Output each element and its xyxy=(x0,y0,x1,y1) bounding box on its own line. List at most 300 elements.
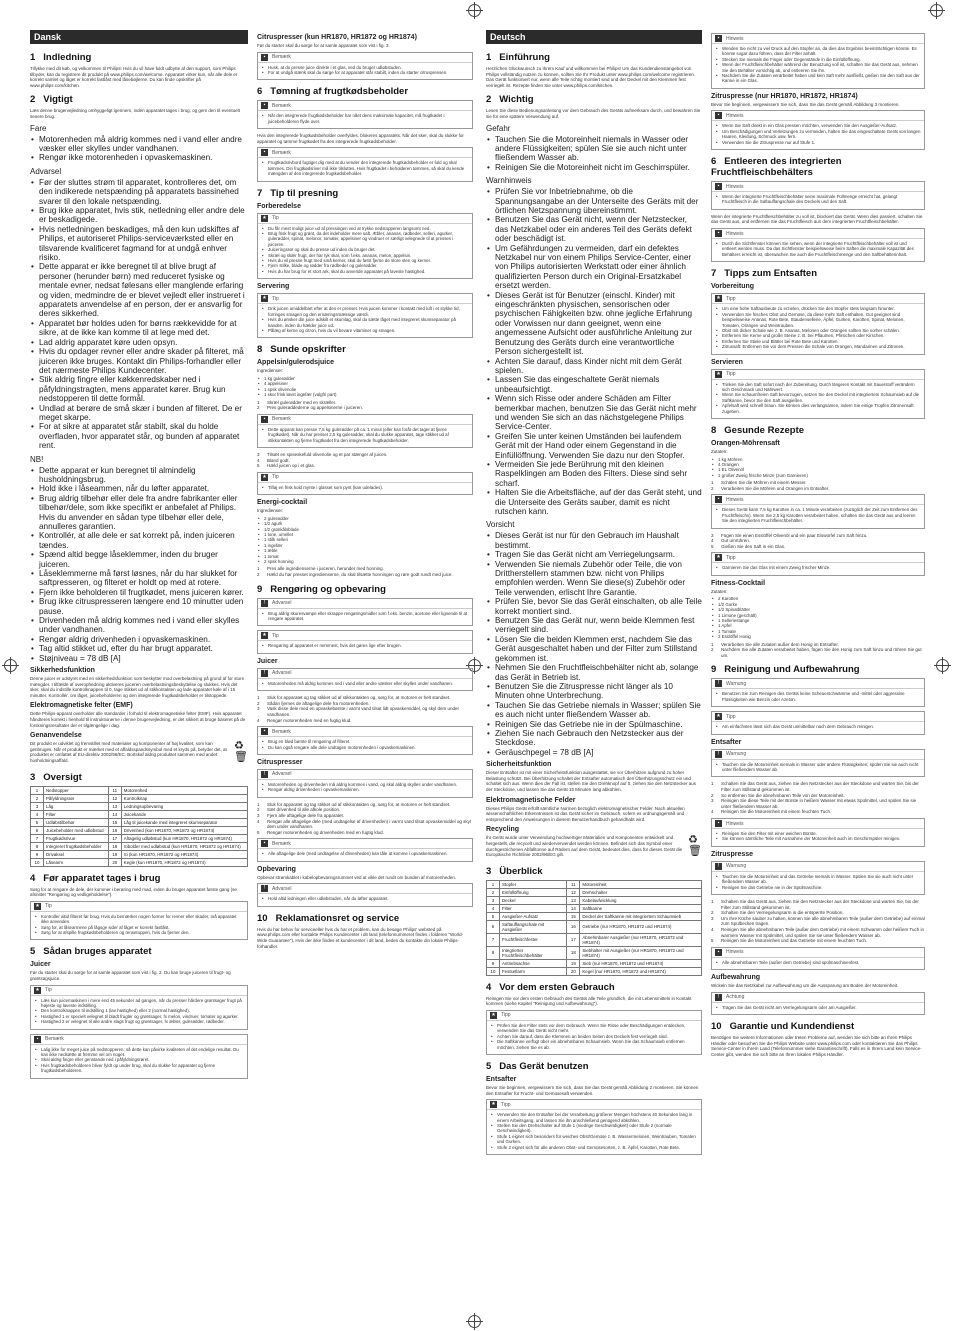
section-heading: 2 Vigtigt xyxy=(30,94,73,106)
step-number: 5 xyxy=(257,463,260,469)
table-row xyxy=(31,818,248,826)
recycling-heading: Genanvendelse xyxy=(30,732,82,740)
step-item xyxy=(711,809,925,815)
list-item: • Skal aldrig fingre eller genstande ned i påfyldningsrøret. xyxy=(41,1057,244,1062)
tip-box: ★ Tip • Tilføj en frisk kold mynte i glasset som pynt (kan udelades). xyxy=(257,472,473,495)
part-name: Låsearm xyxy=(44,858,109,866)
list-item: • 1 stilk selleri xyxy=(264,537,473,542)
caution-box: ! Achtung • Tragen Sie das Gerät nicht am Verriegelungsarm oder am Ausgießer. xyxy=(711,992,925,1015)
list-item: • Kontroller altid filteret før brug. Hvis du bemærker nogen former for revner eller skader, må apparatet ikke anvendes. xyxy=(41,914,244,925)
part-number: 10 xyxy=(31,858,44,866)
tip-box: ★ Tipp • Trinken Sie den Saft sofort nach der Zubereitung. Durch längeren Kontakt mit Sauerstoff verändern sich Geschmack und Nährwert. • Wenn Sie schaumfreien Saft bevorzugen, setzen Sie den Deckel mit integriertem Schaumsieb auf die Saftkanne, bevor Sie den Saft ausgießen. • Apfelsaft wird schnell braun. Sie können dies verlangsamen, indem Sie einige Tropfen Zitronensaft zugeben. xyxy=(711,369,925,419)
list-item: • Tragen Sie das Gerät nicht am Verriegelungsarm oder am Ausgießer. xyxy=(722,1005,921,1010)
part-name: Kegel (nur HR1870, HR1872 und HR1874) xyxy=(580,967,702,975)
part-number: 3 xyxy=(487,896,500,904)
step-text: Rengør motorenheden med en fugtig klud. xyxy=(267,717,352,723)
part-number: 5 xyxy=(31,818,44,826)
list-item: • Brug frisk frugt og grønt, da det indeholder mere saft. Æbler, ananas, rødbeder, selleri, agurker, gulerødder, spinat, melonor, tomater, appelsiner og vindruer er særligt velegnede til at presses i juiceren. xyxy=(268,231,469,247)
part-number: 8 xyxy=(487,946,500,959)
list-item: • Benutzen Sie zum Reinigen des Geräts keine Scheuerschwämme und -mittel oder aggressive Flüssigkeiten wie Benzin oder Azeton. xyxy=(722,691,921,702)
bin-crossed-icon: 🗑 xyxy=(234,751,248,764)
storage-text: Opbevar strømkablet i kabelopbevaringsrummet ved at vikle det rundt om bunden af motorenheden. xyxy=(257,874,457,880)
list-item: • Wenn sich Risse oder andere Schäden am Filter bemerkbar machen, benutzen Sie das Gerät nicht mehr und wenden Sie sich an das nächstgelegene Philips Service-Center. xyxy=(495,394,702,432)
list-item: • Stufe 2 eignet sich für alle anderen Obst- und Gemüsesorten, z. B. Äpfel, Karotten, Rote Bete. xyxy=(497,1145,698,1150)
note-box: ▪ Bemærk • Lalig ikke for meget juice på nedstopperen; så dette kan påvirke kvaliteten af det endelige resultat. Du kan ikke nedsætte at fremme vel om noget. • Skal aldrig fingre eller genstande ned i påfyldningsrøret. • Hvis frugtkødsbeholderen bliver fyldt op under brug, skal du slukke for apparatet og fjerne frugtkødsbeholderen. xyxy=(30,1034,248,1079)
step-number: 4 xyxy=(711,538,714,544)
section-heading: 3 Oversigt xyxy=(30,771,82,783)
warning-heading: Warnhinweis xyxy=(486,176,532,186)
list-item: • 1 kg gulerødder xyxy=(264,376,473,381)
part-name: Siebhalter mit Ausgießer (nur HR1870, HR1872 und HR1874) xyxy=(580,946,702,959)
list-item: • Verwenden Sie die Zitruspresse nur auf Stufe 1. xyxy=(722,140,921,145)
part-number: 9 xyxy=(31,850,44,858)
list-item: • Hvis frugtkødsbeholderen bliver fyldt op under brug, skal du slukke for apparatet og fjerne frugtkødsbeholderen. xyxy=(41,1063,244,1074)
part-number: 11 xyxy=(567,880,580,888)
table-row xyxy=(487,896,702,904)
step-list xyxy=(711,781,925,815)
storage-text: Wickeln Sie das Netzkabel zur Aufbewahrung um die Aussparung am Boden der Motoreinheit. xyxy=(711,983,899,989)
part-number: 6 xyxy=(487,920,500,933)
list-item: • Benutzen Sie das Gerät nur, wenn beide Klemmen fest verriegelt sind. xyxy=(495,616,702,635)
warning-box: ! Advarsel • Hold altid ledningen eller udløbstuden, når du løfter apparatet. xyxy=(257,883,473,906)
star-icon: ★ xyxy=(262,214,267,221)
note-icon: ▪ xyxy=(715,230,722,237)
recipe-title: Fitness-Cocktail xyxy=(711,579,766,587)
step-list xyxy=(257,452,473,469)
step-text: Schälen Sie die Möhren mit einem Messer. xyxy=(721,480,807,486)
list-item: • Entfernen Sie Stiele und Blätter bei Rote Bete und Karotten. xyxy=(722,339,921,344)
service-text: Benötigen Sie weitere Informationen oder treten Probleme auf, wenden Sie sich bitte an Ihren Philips Händler oder besuchen Sie die Philips Website unter www.philips.com oder kontaktieren Sie das Philips Service-Center in Ihrem Land (Telefonnummer siehe Garantieschrift). Falls es in Ihrem Land kein Service-Center gibt, wenden Sie sich bitte an Ihren lokalen Philips Händler. xyxy=(711,1035,922,1057)
part-name: Motoreinheit xyxy=(580,880,702,888)
intro-text: Herzlichen Glückwunsch zu Ihrem Kauf und willkommen bei Philips! Um das Kundendienstangebot von Philips vollständig nutzen zu können, sollten Sie Ihr Produkt unter www.philips.com/welcome registrieren. Das Gerät funktioniert nur, wenn alle Teile richtig montiert sind und der Deckel mit den Klemmen fest verriegelt ist. Rezepte finden Sie unter www.philips.com/kitchen. xyxy=(486,66,696,88)
section-heading: 10 Reklamationsret og service xyxy=(257,912,400,924)
section-heading: 7 Tip til presning xyxy=(257,187,339,199)
part-name: Deckel der Saftkanne mit integriertem Schaumsieb xyxy=(580,912,702,920)
ingredient-list xyxy=(257,376,473,398)
note-icon: ▪ xyxy=(715,496,722,503)
step-text: Reinigen Sie alle abnehmbaren Teile (außer dem Getriebe) mit einem Schwamm oder heißem Tuch in warmem Wasser mit Spülmittel, und spülen Sie sie unter fließendem Wasser ab. xyxy=(721,927,925,938)
step-list xyxy=(711,642,925,659)
step-text: Verarbeiten Sie alle Zutaten außer dem Honig im Entsafter. xyxy=(721,641,839,647)
part-name: Kontrolknap xyxy=(121,794,247,802)
part-number: 6 xyxy=(31,826,44,834)
step-text: Pres gulerøddederne og appelsinerne i juiceren. xyxy=(267,405,364,411)
note-box: ▪ Bemærk • Brug en blød børste til rengøring af filteret. • Du kan også rengøre alle dele undtagen motorenheden i opvaskemaskinen. xyxy=(257,726,473,755)
list-item: • Um eine hohe Saftausbeute zu erzielen, drücken Sie den Stopfer stets langsam hinunter. xyxy=(722,306,921,311)
part-name: Filter xyxy=(44,810,109,818)
column-deutsch-2 xyxy=(711,30,925,1313)
citrus-heading: Zitruspresse (nur HR1870, HR1872, HR1874) xyxy=(711,92,858,100)
warning-heading: Advarsel xyxy=(30,166,62,176)
recycling-text: Dit produkt er udviklet og fremstillet med materialer og komponenter af høj kvalitet, som kan genbruges. Når et produkt er mærket med et affaldsspandssymbol med et kryds på, betyder det, at produktet er omfattet af EU-direktiv 2002/96/EC. Bortskaf aldrig produktet sammen med andet husholdningsaffald. xyxy=(30,741,227,764)
warning-box: ! Advarsel • Motorenheden må aldrig kommes ned i vand eller andre væsker eller skylles under vandhanen. xyxy=(257,668,473,691)
citrus-text: Før du starter skal du sørge for at samle apparatet som vist i fig. 3. xyxy=(257,43,390,48)
list-item: • Alle abnehmbaren Teile (außer dem Getriebe) sind spülmaschinenfest. xyxy=(722,960,921,965)
part-name: Aftagelig udløbstud (kun HR1870, HR1872 og HR1874) xyxy=(121,834,247,842)
list-item: • Når den integrerede frugtkødsbeholder har nået dens maksimale kapacitet, må frugtkødet i juicebeholderen flyde over. xyxy=(268,113,469,124)
juicer-heading: Entsafter xyxy=(486,1075,517,1083)
step-number: 2 xyxy=(711,792,714,798)
list-item: • Husk, at du presse juice direkte i et glas, ved du bruger udløbstuden. xyxy=(268,65,469,70)
list-item: • Durch die Sichtfenster können Sie sehen, wenn der integrierte Fruchtfleischbehälter voll ist und entleert werden muss. Da das Sichtfenster beispielsweise beim Saften die maximale Kapazität des Behälters erreicht ist, überwachen Sie auch die Fruchtfleischmenge und den Saftbehälterinhalt. xyxy=(722,241,921,257)
part-number: 10 xyxy=(487,967,500,975)
section-heading: 8 Sunde opskrifter xyxy=(257,344,346,356)
tip-list xyxy=(34,998,244,1025)
list-item: • Verwenden Sie niemals Zubehör oder Teile, die von Drittherstellern stammen bzw. nicht von Philips empfohlen werden. Wenn Sie diese(s) Zubehör oder Teile verwenden, erlischt Ihre Garantie. xyxy=(495,560,702,598)
step-number: 5 xyxy=(711,543,714,549)
intro-text: Tillykke med dit køb, og velkommen til Philips! Hvis du vil have fuldt udbytte af den support, som Philips tilbyder, kan du registrere dit produkt på www.philips.com/welcome. Apparatet virker kun, når alle dele er korrekt samlet og låget er korrekt fastlåst med låsebøjlerne. Du kan finde opskrifter på www.philips.com/kitchen. xyxy=(30,66,238,88)
part-number: 7 xyxy=(31,834,44,842)
part-number: 1 xyxy=(487,880,500,888)
step-list xyxy=(711,899,925,944)
list-item: • Drik juicen umiddelbart efter at den er presset. Hvis juicen kommer i kontakt med luft i et stykke tid, forringes smagen og den ernæringsmæssige værdi. xyxy=(268,306,469,317)
part-name: Låg xyxy=(44,802,109,810)
registration-mark-top xyxy=(468,4,481,17)
step-number: 3 xyxy=(257,706,260,712)
step-list xyxy=(711,480,925,491)
step-text: Fjern alle aftagelige dele fra apparatet. xyxy=(267,812,345,818)
list-item: • Dieses Gerät kann 7,5 kg Karotten in ca. 1 Minute verarbeiten (zuzüglich der Zeit zum Entfernen des Fruchtfleischs). Wenn Sie 2,5 kg Karotten verarbeitet haben, schalten Sie das Gerät aus und leeren Sie den integrierten Fruchtfleischbehälter. xyxy=(722,507,921,523)
list-item: • Fjern ikke beholderen til frugtkødet, mens juiceren kører. xyxy=(39,588,248,597)
list-item: • Tauchen Sie die Motoreinheit niemals in Wasser oder andere Flüssigkeiten; spülen Sie sie auch nicht unter fließendem Wasser ab. xyxy=(495,135,702,163)
part-number: 4 xyxy=(487,904,500,912)
step-number: 4 xyxy=(711,927,714,932)
tip-box: ★ Tipp • Um eine hohe Saftausbeute zu erzielen, drücken Sie den Stopfer stets langsam hinunter. • Verwenden Sie frisches Obst und Gemüse, da diese mehr Saft enthalten. Gut geeignet sind beispielsweise Ananas, Rote Bete, Staudensellerie, Äpfel, Gurken, Karotten, Spinat, Melonen, Tomaten, Orangen und Weintrauben. • Obst mit dicker Schale wie z. B. Ananas, Melonen oder Orangen sollten Sie vorher schälen. • Entfernen Sie Kerne und große Steine z. B. bei Pflaumen, Pfirsichen oder Kirschen. • Entfernen Sie Stiele und Blätter bei Rote Bete und Karotten. • Zitrussaft: Entfernen Sie vor dem Pressen die Schale von Orangen, Mandarinen und Zitronen. xyxy=(711,293,925,354)
list-item: • Dieses Gerät ist nur für den Gebrauch im Haushalt bestimmt. xyxy=(495,531,702,550)
serving-heading: Servering xyxy=(257,283,290,291)
step-text: Reinigen Sie die Motoreinheit mit einem feuchten Tuch. xyxy=(721,809,832,815)
tip-box: ★ Tip • Rengøring af apparatet er nemmest, hvis det gøres lige efter brugen. xyxy=(257,630,473,653)
list-item: • Sie können sämtliche Teile mit Ausnahme der Motoreinheit auch im Geschirrspüler reinigen. xyxy=(722,836,921,841)
step-number: 3 xyxy=(257,812,260,818)
tip-box: ★ Tip • Kontroller altid filteret før brug. Hvis du bemærker nogen former for revner eller skader, må apparatet ikke anvendes. • Sørg for, at låsearmene på lågsge sider af låget er korrekt fastlåst. • Sørg for at afspille frugtkødsbeholderen og rensetoppen, hvis du fjerner den. xyxy=(30,901,248,941)
step-number: 1 xyxy=(711,480,714,486)
list-item: • Wenn der Fruchtfleischbehälter während der Benutzung voll ist, schalten Sie das Gerät aus, nehmen Sie den Behälter vorsichtig ab, und entleeren Sie ihn. xyxy=(722,62,921,73)
list-item: • Hvis du opdager revner eller andre skader på filteret, må juiceren ikke bruges. Kontakt din Philips-forhandler eller det nærmeste Philips Kundecenter. xyxy=(39,347,248,375)
recycling-heading: Recycling xyxy=(486,826,520,834)
step-number: 2 xyxy=(257,807,260,813)
part-number: 20 xyxy=(108,858,121,866)
part-name: Drivenhed (kun HR1870, HR1872 og HR1874) xyxy=(121,826,247,834)
recycling-block xyxy=(30,741,248,765)
step-text: Hæld juicen op i et glas. xyxy=(267,463,316,469)
step-number: 2 xyxy=(257,405,260,411)
star-icon: ★ xyxy=(262,632,267,639)
part-name: Filter xyxy=(500,904,567,912)
part-number: 5 xyxy=(487,912,500,920)
step-number: 4 xyxy=(257,717,260,723)
step-text: Skræl gulerødder med en skræller. xyxy=(267,399,337,405)
step-text: Nachdem Sie alle Zutaten verarbeitet haben, fügen Sie den Honig zum Saft hinzu und rühren Sie gut um. xyxy=(721,647,922,658)
tip-box: ★ Tipp • Verwenden Sie den Entsafter bei der Verarbeitung größerer Mengen höchstens 40 Sekunden lang in einem Arbeitsgang, und lassen Sie ihn anschließend genügend abkühlen. • Stellen Sie den Drehschalter auf Stufe 1 (niedrige Geschwindigkeit) oder Stufe 2 (normale Geschwindigkeit). • Stufe 1 eignet sich besonders für weiches Obst/Gemüse z. B. Wassermelonen, Weintrauben, Tomaten und Gurken. • Stufe 2 eignet sich für alle anderen Obst- und Gemüsesorten, z. B. Äpfel, Karotten, Rote Bete. xyxy=(486,1099,702,1155)
list-item: • Lassen Sie das eingeschaltete Gerät niemals unbeaufsichtigt. xyxy=(495,375,702,394)
list-item: • Benutzen Sie das Gerät nicht, wenn der Netzstecker, das Netzkabel oder ein anderes Teil des Geräts defekt oder beschädigt ist. xyxy=(495,215,702,243)
part-name: Drivaksel xyxy=(44,850,109,858)
table-row xyxy=(31,850,248,858)
step-item xyxy=(711,927,925,938)
part-name: Juicebeholder med udløbstud xyxy=(44,826,109,834)
emf-text: Dieses Philips Gerät erfüllt sämtliche Normen bezüglich elektromagnetischer Felder. Nach aktuellen wissenschaftlichen Erkenntnissen ist das Gerät sicher im Gebrauch, sofern es ordnungsgemäß und entsprechend den Anweisungen in diesem Benutzerhandbuch gehandhabt wird. xyxy=(486,805,685,822)
part-name: Kegle (kun HR1870, HR1872 og HR1874) xyxy=(121,858,247,866)
storage-heading: Aufbewahrung xyxy=(711,974,760,982)
juicer-text: Før du starter skal du sørge for at samle apparatet som vist i fig. 2. Du kan bruge juiceren til frugt- og grøntsagsjuice. xyxy=(30,970,231,982)
note-box: ▪ Hinweis • Durch die Sichtfenster können Sie sehen, wenn der integrierte Fruchtfleischbehälter voll ist und entleert werden muss. Da das Sichtfenster beispielsweise beim Saften die maximale Kapazität des Behälters erreicht ist, überwachen Sie auch die Fruchtfleischmenge und den Saftbehälterinhalt. xyxy=(711,228,925,262)
list-item: • Entfernen Sie Kerne und große Steine z. B. bei Pflaumen, Pfirsichen oder Kirschen. xyxy=(722,333,921,338)
list-item: • Læs kun juicemaskinen i mere end 45 sekunder ad gangen, når du presser hårdere grøntsager frugt på højeste og laveste indstilling. xyxy=(41,998,244,1009)
list-item: • Motorenheden må aldrig kommes ned i vand eller andre væsker eller skylles under vandhanen. xyxy=(39,135,248,154)
citrus-heading: Zitruspresse xyxy=(711,850,754,858)
section-heading: 7 Tipps zum Entsaften xyxy=(711,268,818,280)
list-item: • Hvis netledningen beskadiges, må den kun udskiftes af Philips, et autoriseret Philips-serviceværksted eller en tilsvarende kvalificeret fagmand for at undgå enhver risiko. xyxy=(39,225,248,263)
list-item: • Greifen Sie unter keinen Umständen bei laufendem Gerät mit der Hand oder einem Gegenstand in die Einfüllöffnung. Verwenden Sie dazu nur den Stopfer. xyxy=(495,432,702,460)
citrus-text: Bevor Sie beginnen, vergewissern Sie sich, dass Sie das Gerät gemäß Abbildung 3 montieren. xyxy=(711,101,900,107)
list-item: • Hold ikke i låseammen, når du løfter apparatet. xyxy=(39,484,248,493)
list-item: • Tilføj en frisk kold mynte i glasset som pynt (kan udelades). xyxy=(268,485,469,490)
part-number: 15 xyxy=(567,912,580,920)
list-item: • Brug en blød børste til rengøring af filteret. xyxy=(268,739,469,744)
list-item: • Hvis du vil presse frugt med små kerner, skal du først fjerne de store sten og kerner. xyxy=(268,258,469,263)
step-item xyxy=(257,572,473,578)
list-item: • Låseklemmerne må først løsnes, når du har slukket for saftpresseren, og filteret er holdt op med at rotere. xyxy=(39,569,248,588)
registration-mark-top-right xyxy=(930,4,943,17)
list-item: • 1 Limone (geschält) xyxy=(718,613,925,618)
note-box: ▪ Bemærk • Når den integrerede frugtkødsbeholder har nået dens maksimale kapacitet, må frugtkødet i juicebeholderen flyde over. xyxy=(257,100,473,129)
part-number: 15 xyxy=(108,818,121,826)
step-number: 1 xyxy=(257,566,260,572)
list-item: • Før der sluttes strøm til apparatet, kontrolleres det, om den indikerede netspænding på apparatets bassinehed svarer til den lokale netspænding. xyxy=(39,178,248,206)
list-item: • Die Saftkanne verfügt über ein abnehmbares Schaumsieb. Wenn Sie das Schaumsieb entfernen möchten, ziehen Sie es ab. xyxy=(497,1039,698,1050)
serving-heading: Servieren xyxy=(711,358,743,366)
list-item: • Frugtkødsrivbord fugtiger dig med at du vender den integrerede frugtkødsbeholder er fuld og skal tømmes. Din frugtkødsriver må ikke tilsluttes. Hvis frugtkødet i beholderen tømmes, så skal du kende mængden af den integrerede frugtkødsbeholder. xyxy=(268,160,469,176)
list-item: • 2 Karotten xyxy=(718,596,925,601)
tip-box: ★ Tipp • Garnieren Sie das Glas mit einem Zweig frischer Minze. xyxy=(711,552,925,575)
list-item: • 1 kg Möhren xyxy=(718,457,925,462)
star-icon: ★ xyxy=(716,295,721,302)
list-item: • Hvis du ønsker din juice adskilt et skumlag, skal du sætte låget med integreret skumseparator på kanden, inden du hælder juice ud. xyxy=(268,317,469,328)
part-name: Låg til juicekande med integreret skumseparator xyxy=(121,818,247,826)
list-item: • Stecken Sie niemals die Finger oder Gegenstände in die Einfüllöffnung. xyxy=(722,57,921,62)
language-header: Dansk xyxy=(30,30,248,44)
list-item: • Du kan også rengøre alle dele undtagen motorenheden i opvaskemaskinen. xyxy=(268,745,469,750)
list-item: • Stellen Sie den Drehschalter auf Stufe 1 (niedrige Geschwindigkeit) oder Stufe 2 (normale Geschwindigkeit). xyxy=(497,1123,698,1134)
note-box: ▪ Bemærk • Frugtkødsrivbord fugtiger dig med at du vender den integrerede frugtkødsbeholder er fuld og skal tømmes. Din frugtkødsriver må ikke tilsluttes. Hvis frugtkødet i beholderen tømmes, så skal du kende mængden af den integrerede frugtkødsbeholder. xyxy=(257,147,473,181)
list-item: • Prüfen Sie, bevor Sie das Gerät einschalten, ob alle Teile korrekt montiert sind. xyxy=(495,597,702,616)
column-dansk xyxy=(30,30,248,1313)
emf-heading: Elektromagnetiske felter (EMF) xyxy=(30,702,133,710)
recipe-title: Appelsin/gulerodsjuice xyxy=(257,359,335,367)
list-item: • Zitrussaft: Entfernen Sie vor dem Pressen die Schale von Orangen, Mandarinen und Zitronen. xyxy=(722,344,921,349)
ingredients-label: Zutaten: xyxy=(711,588,728,594)
note-box: ▪ Hinweis • Wenn der integrierte Fruchtfleischbehälter seine maximale Füllmenge erreicht hat, gelangt Fruchtfleisch in die Saftauffangschale des Deckels und den Saft. xyxy=(711,181,925,210)
part-name: Abnehmbarer Ausgießer (nur HR1870, HR1872 und HR1874) xyxy=(580,933,702,946)
note-box: ▪ Hinweis • Alle abnehmbaren Teile (außer dem Getriebe) sind spülmaschinenfest. xyxy=(711,947,925,970)
safety-heading: Sikkerhedsfunktion xyxy=(30,667,95,675)
step-text: Tilsæt en spiseskefuld olivenolie og et par stænger af juicen. xyxy=(267,451,388,457)
list-item: • 1 skor frisk løvst ingefær (valgfri part) xyxy=(264,392,473,397)
warning-icon: ! xyxy=(715,751,722,758)
citrus-heading: Citruspresser (kun HR1870, HR1872 og HR1874) xyxy=(257,34,417,41)
list-item: • Wenn Sie schaumfreien Saft bevorzugen, setzen Sie den Deckel mit integriertem Schaumsieb auf die Saftkanne, bevor Sie den Saft ausgießen. xyxy=(722,392,921,403)
table-row xyxy=(487,888,702,896)
part-number: 3 xyxy=(31,802,44,810)
note-icon: ▪ xyxy=(261,728,268,735)
part-name: Saftkanne xyxy=(580,904,702,912)
part-name: Påfyldningsrør xyxy=(44,794,109,802)
step-item xyxy=(257,463,473,469)
list-item: • Wenn Sie Saft direkt in ein Glas pressen möchten, verwenden Sie den Ausgießer-Aufsatz. xyxy=(722,123,921,128)
pulp-text: Hvis den integrerede frugtkødsbeholder overfyldes, blokeres apparatets. Når det sker, skal du slukke for apparatet og tømme frugtkødet fra den integrerede frugtkødsbeholder. xyxy=(257,133,464,144)
note-icon: ▪ xyxy=(715,35,722,42)
list-item: • Alle aftagelige dele (med undtagelse af drivenheden) kan tåle at komme i opvaskemaskinen. xyxy=(268,851,469,856)
citrus-heading: Citruspresser xyxy=(257,758,303,766)
step-text: Um Ihre Küche sauber zu halten, können Sie alle abnehmbaren Teile (außer dem Getriebe) auf einmal zum Spülbecken tragen. xyxy=(721,915,925,927)
part-name: Frugtkødsrivue xyxy=(44,834,109,842)
list-item: • Pålæg af kerne og citron, hvis du vil bevare vitaminer og smagen. xyxy=(268,328,469,333)
part-name: Fruchtfleischfester xyxy=(500,933,567,946)
list-item: • 1/2 Gurke xyxy=(718,602,925,607)
list-item: • Rengør ikke motorenheden i opvaskemaskinen. xyxy=(39,153,248,162)
step-text: So entfernen Sie die abnehmbaren Teile von der Motoreinheit. xyxy=(721,792,845,798)
note-icon: ▪ xyxy=(261,149,268,156)
ingredients-label: Ingredienser: xyxy=(257,508,284,514)
part-name: Festsetlarm xyxy=(500,967,567,975)
warning-box: ! Advarsel • Brug aldrig skuresvampe eller skrappe rengøringsmidler som f.eks. benzin, acetone eller lignende til at rengøre apparatet. xyxy=(257,598,473,627)
recycle-icon: ♻ xyxy=(688,834,698,847)
step-text: Pres alle ingredienserne i juiceren, herunder med honning. xyxy=(267,566,384,572)
list-item: • Hvis du har brug for et stort ark, skal du anvende apparatet på laveste hastighed. xyxy=(268,269,469,274)
note-box: ▪ Hinweis • Reinigen Sie den Filter mit einer weichen Bürste. • Sie können sämtliche Teile mit Ausnahme der Motoreinheit auch im Geschirrspüler reinigen. xyxy=(711,818,925,847)
step-number: 3 xyxy=(711,798,714,804)
list-item: • Hold altid ledningen eller udløbstuden, når du løfter apparatet. xyxy=(268,896,469,901)
step-item xyxy=(257,405,473,411)
list-item: • 2 gulerødder xyxy=(264,516,473,521)
step-list xyxy=(711,533,925,550)
note-icon: ▪ xyxy=(715,820,722,827)
section-heading: 5 Das Gerät benutzen xyxy=(486,1060,589,1072)
note-box: ▪ Bemærk • Husk, at du presse juice direkte i et glas, ved du bruger udløbstuden. • For at undgå stænk skal du sørge for at apparatet står stabilt, inden du starter citruspressen. xyxy=(257,52,473,81)
step-text: Sådan fjernes de aftagelige dele fra motorenheden. xyxy=(267,700,370,706)
list-item: • Tauchen Sie die Motoreinheit niemals in Wasser oder andere Flüssigkeiten; spülen Sie sie auch nicht unter fließendem Wasser ab. xyxy=(722,762,921,773)
part-number: 12 xyxy=(108,794,121,802)
step-item xyxy=(711,899,925,910)
step-list xyxy=(257,802,473,836)
caution-heading: NB! xyxy=(30,454,44,464)
safety-text: Dieser Entsafter ist mit einer Sicherheitsfunktion ausgestattet, sie vor Überhitzen aufgrund zu hoher Belastung schützt. Bei Überhitzung schaltet der Entsafter automatisch den Überhitzungsschutz ein und schaltet sich aus. Wenn dies der Fall ist, stellen Sie den Drehknopf auf 0, ziehen Sie den Netzstecker aus der Steckdose, und lassen Sie das Gerät 15 Minuten lang abkühlen. xyxy=(486,770,697,792)
before-use-text: Sørg for at rengøre de dele, der kommer i berøring med mad, inden du bruger apparatet første gang (se afsnittet "Rengøring og vedligeholdelse"). xyxy=(30,886,237,898)
list-item: • Den kontrolknappen til indstilling 1 (lav hastighed) eller 2 (normal hastighed). xyxy=(41,1008,244,1013)
list-item: • Dette apparat er ikke beregnet til at blive brugt af personer (herunder børn) med reduceret fysiske og mentale evner, nedsat følesans eller manglende erfaring og viden, medmindre de er blevet vejledt eller instrueret i apparatets anvendelse af en person, der er ansvarlig for deres sikkerhed. xyxy=(39,262,248,318)
list-item: • Brug aldrig skuresvampe eller skrappe rengøringsmidler som f.eks. benzin, acetone eller lignende til at rengøre apparatet. xyxy=(268,611,469,622)
list-item: • Spænd altid begge låseklemmer, inden du bruger juiceren. xyxy=(39,550,248,569)
warning-box: ! Warnung • Tauchen Sie die Motoreinheit niemals in Wasser oder andere Flüssigkeiten; spülen Sie sie auch nicht unter fließendem Wasser ab. xyxy=(711,749,925,778)
tip-box: ★ Tip • Læs kun juicemaskinen i mere end 45 sekunder ad gangen, når du presser hårdere grøntsager frugt på højeste og laveste indstilling. • Den kontrolknappen til indstilling 1 (lav hastighed) eller 2 (normal hastighed). • Hastighed 1 er specielt velegnet til blødt frugter og grøntsager, fx melon, vindruer, tomater og agurker. • Hastighed 2 er velegnet til alle andre slags frugt og grøntsager, fx æbler, gulerødder, rødbeder. xyxy=(30,985,248,1030)
list-item: • Dieses Gerät ist für Benutzer (einschl. Kinder) mit eingeschränkten physischen, sensorischen oder psychischen Fähigkeiten bzw. ohne jegliche Erfahrung oder Vorwissen nur dann geeignet, wenn eine angemessene Aufsicht oder ausführliche Anleitung zur Benutzung des Geräts durch eine verantwortliche Person sichergestellt ist. xyxy=(495,291,702,357)
step-number: 1 xyxy=(257,801,260,807)
recycling-text: Ihr Gerät wurde unter Verwendung hochwertiger Materialien und Komponenten entwickelt und hergestellt, die recycelt und wiederverwendet werden können. Befindet sich das Symbol einer durchgestrichenen Abfalltonne auf Rädern auf dem Gerät, bedeutet dies, dass für dieses Gerät die Europäische Richtlinie 2002/96/EG gilt. xyxy=(486,835,683,858)
list-item: • Brug ikke citruspresseren længere end 10 minutter uden pause. xyxy=(39,597,248,616)
list-item: • Stufe 1 eignet sich besonders für weiches Obst/Gemüse z. B. Wassermelonen, Weintrauben, Tomaten und Gurken. xyxy=(497,1134,698,1145)
list-item: • Ziehen Sie nach Gebrauch den Netzstecker aus der Steckdose. xyxy=(495,729,702,748)
list-item: • Apparatet bør holdes uden for børns rækkevidde for at sikre, at de ikke kan komme til at lege med det. xyxy=(39,319,248,338)
preparation-heading: Vorbereitung xyxy=(711,283,755,291)
part-name: Integreret frugtkødsbeholder xyxy=(44,842,109,850)
list-item: • 1 æble xyxy=(264,548,473,553)
step-number: 2 xyxy=(257,571,260,577)
section-heading: 5 Sådan bruges apparatet xyxy=(30,946,152,958)
part-name: Nedstopper xyxy=(44,786,109,794)
list-item: • Reinigen Sie den Filter mit einer weichen Bürste. xyxy=(722,831,921,836)
star-icon: ★ xyxy=(262,473,267,480)
note-icon: ▪ xyxy=(261,102,268,109)
star-icon: ★ xyxy=(35,902,40,909)
part-number: 2 xyxy=(31,794,44,802)
part-number: 14 xyxy=(567,904,580,912)
recipe-title: Orangen-Möhrensaft xyxy=(711,439,780,447)
column-deutsch xyxy=(486,30,702,1313)
table-row xyxy=(31,834,248,842)
star-icon: ★ xyxy=(262,295,267,302)
step-text: Sæt drivenhed til alle afkole position. xyxy=(267,807,341,813)
warning-list xyxy=(486,187,702,516)
warning-list xyxy=(30,178,248,451)
step-text: Vask disse dele med en opvaskebørste i varmt vand tilsat lidt opvaskemiddel, og skyl dem under vandhanen. xyxy=(267,706,460,717)
list-item: • 4 Orangen xyxy=(718,462,925,467)
table-row xyxy=(487,933,702,946)
overview-table xyxy=(30,786,248,867)
list-item: • Wenden Sie nicht zu viel Druck auf den Stopfer an, da dies das Ergebnis beeinträchtigen könnte. Es könnte sogar dazu führen, dass der Filter anhält. xyxy=(722,46,921,57)
caution-list xyxy=(486,531,702,757)
step-item xyxy=(711,938,925,944)
part-number: 17 xyxy=(108,834,121,842)
list-item: • Vermeiden Sie jede Berührung mit den kleinen Raspelklingen am Boden des Filters. Diese sind sehr scharf. xyxy=(495,460,702,488)
ingredient-list xyxy=(257,516,473,565)
table-row xyxy=(31,858,248,866)
caution-list xyxy=(30,466,248,664)
list-item: • Tag altid stikket ud, efter du har brugt apparatet. xyxy=(39,644,248,653)
list-item: • Obst mit dicker Schale wie z. B. Ananas, Melonen oder Orangen sollten Sie vorher schälen. xyxy=(722,328,921,333)
list-item: • 1 ingefær xyxy=(264,543,473,548)
list-item: • Dette apparat kan presse 7,5 kg gulerødder på ca. 1 minut (eller kan forår det tager at fjerne frugtkødet). Når du har presset 2,5 kg gulerødder, skal du slukke apparatet, tage stikket ud af stikkontakten og fjerne frugtkødet fra den integrerede frugtkødsbeholder. xyxy=(268,427,469,443)
list-item: • Um Gefährdungen zu vermeiden, darf ein defektes Netzkabel nur von einem Philips Service-Center, einer von Philips autorisierten Werkstatt oder einer ähnlich qualifizierten Person durch ein Original-Ersatzkabel ersetzt werden. xyxy=(495,244,702,291)
part-number: 1 xyxy=(31,786,44,794)
step-item xyxy=(711,781,925,792)
list-item: • Brug ikke apparatet, hvis stik, netledning eller andre dele er beskadigede. xyxy=(39,206,248,225)
part-name: Stopfer xyxy=(500,880,567,888)
list-item: • Reinigen Sie das Getriebe nie in der Spülmaschine. xyxy=(722,885,921,890)
list-item: • Apfelsaft wird schnell braun. Sie können dies verlangsamen, indem Sie einige Tropfen Zitronensaft zugeben. xyxy=(722,403,921,414)
list-item: • Fjern stilke, blade og rødder fra rødbeder og gulerødder. xyxy=(268,263,469,268)
list-item: • Motorenheden må aldrig kommes ned i vand eller andre væsker eller skylles under vandhanen. xyxy=(268,681,469,686)
star-icon: ★ xyxy=(491,1101,496,1108)
warning-icon: ! xyxy=(261,600,268,607)
table-row xyxy=(487,912,702,920)
part-name: Si (kun HR1870, HR1872 og HR1874) xyxy=(121,850,247,858)
list-item: • Reinigen Sie das Getriebe nie in der Spülmaschine. xyxy=(495,720,702,729)
list-item: • Wenn der integrierte Fruchtfleischbehälter seine maximale Füllmenge erreicht hat, gelangt Fruchtfleisch in die Saftauffangschale des Deckels und den Saft. xyxy=(722,194,921,205)
note-icon: ▪ xyxy=(261,54,268,61)
preparation-heading: Forberedelse xyxy=(257,202,301,210)
ingredient-list xyxy=(711,457,925,479)
table-row xyxy=(31,826,248,834)
overview-table xyxy=(486,880,702,976)
list-item: • Reinigen Sie die Motoreinheit nicht im Geschirrspüler. xyxy=(495,163,702,172)
step-item xyxy=(711,486,925,492)
list-item: • 1 EL Olivenöl xyxy=(718,467,925,472)
list-item: • Kontrollér, at alle dele er sat korrekt på, inden juiceren tændes. xyxy=(39,531,248,550)
list-item: • Stik aldrig fingre eller køkkenredskaber ned i påfyldningstragten, mens apparatet kører. Brug kun nedstopperen til dette formål. xyxy=(39,375,248,403)
recycle-icon: ♻ xyxy=(234,740,244,753)
step-number: 2 xyxy=(257,700,260,706)
